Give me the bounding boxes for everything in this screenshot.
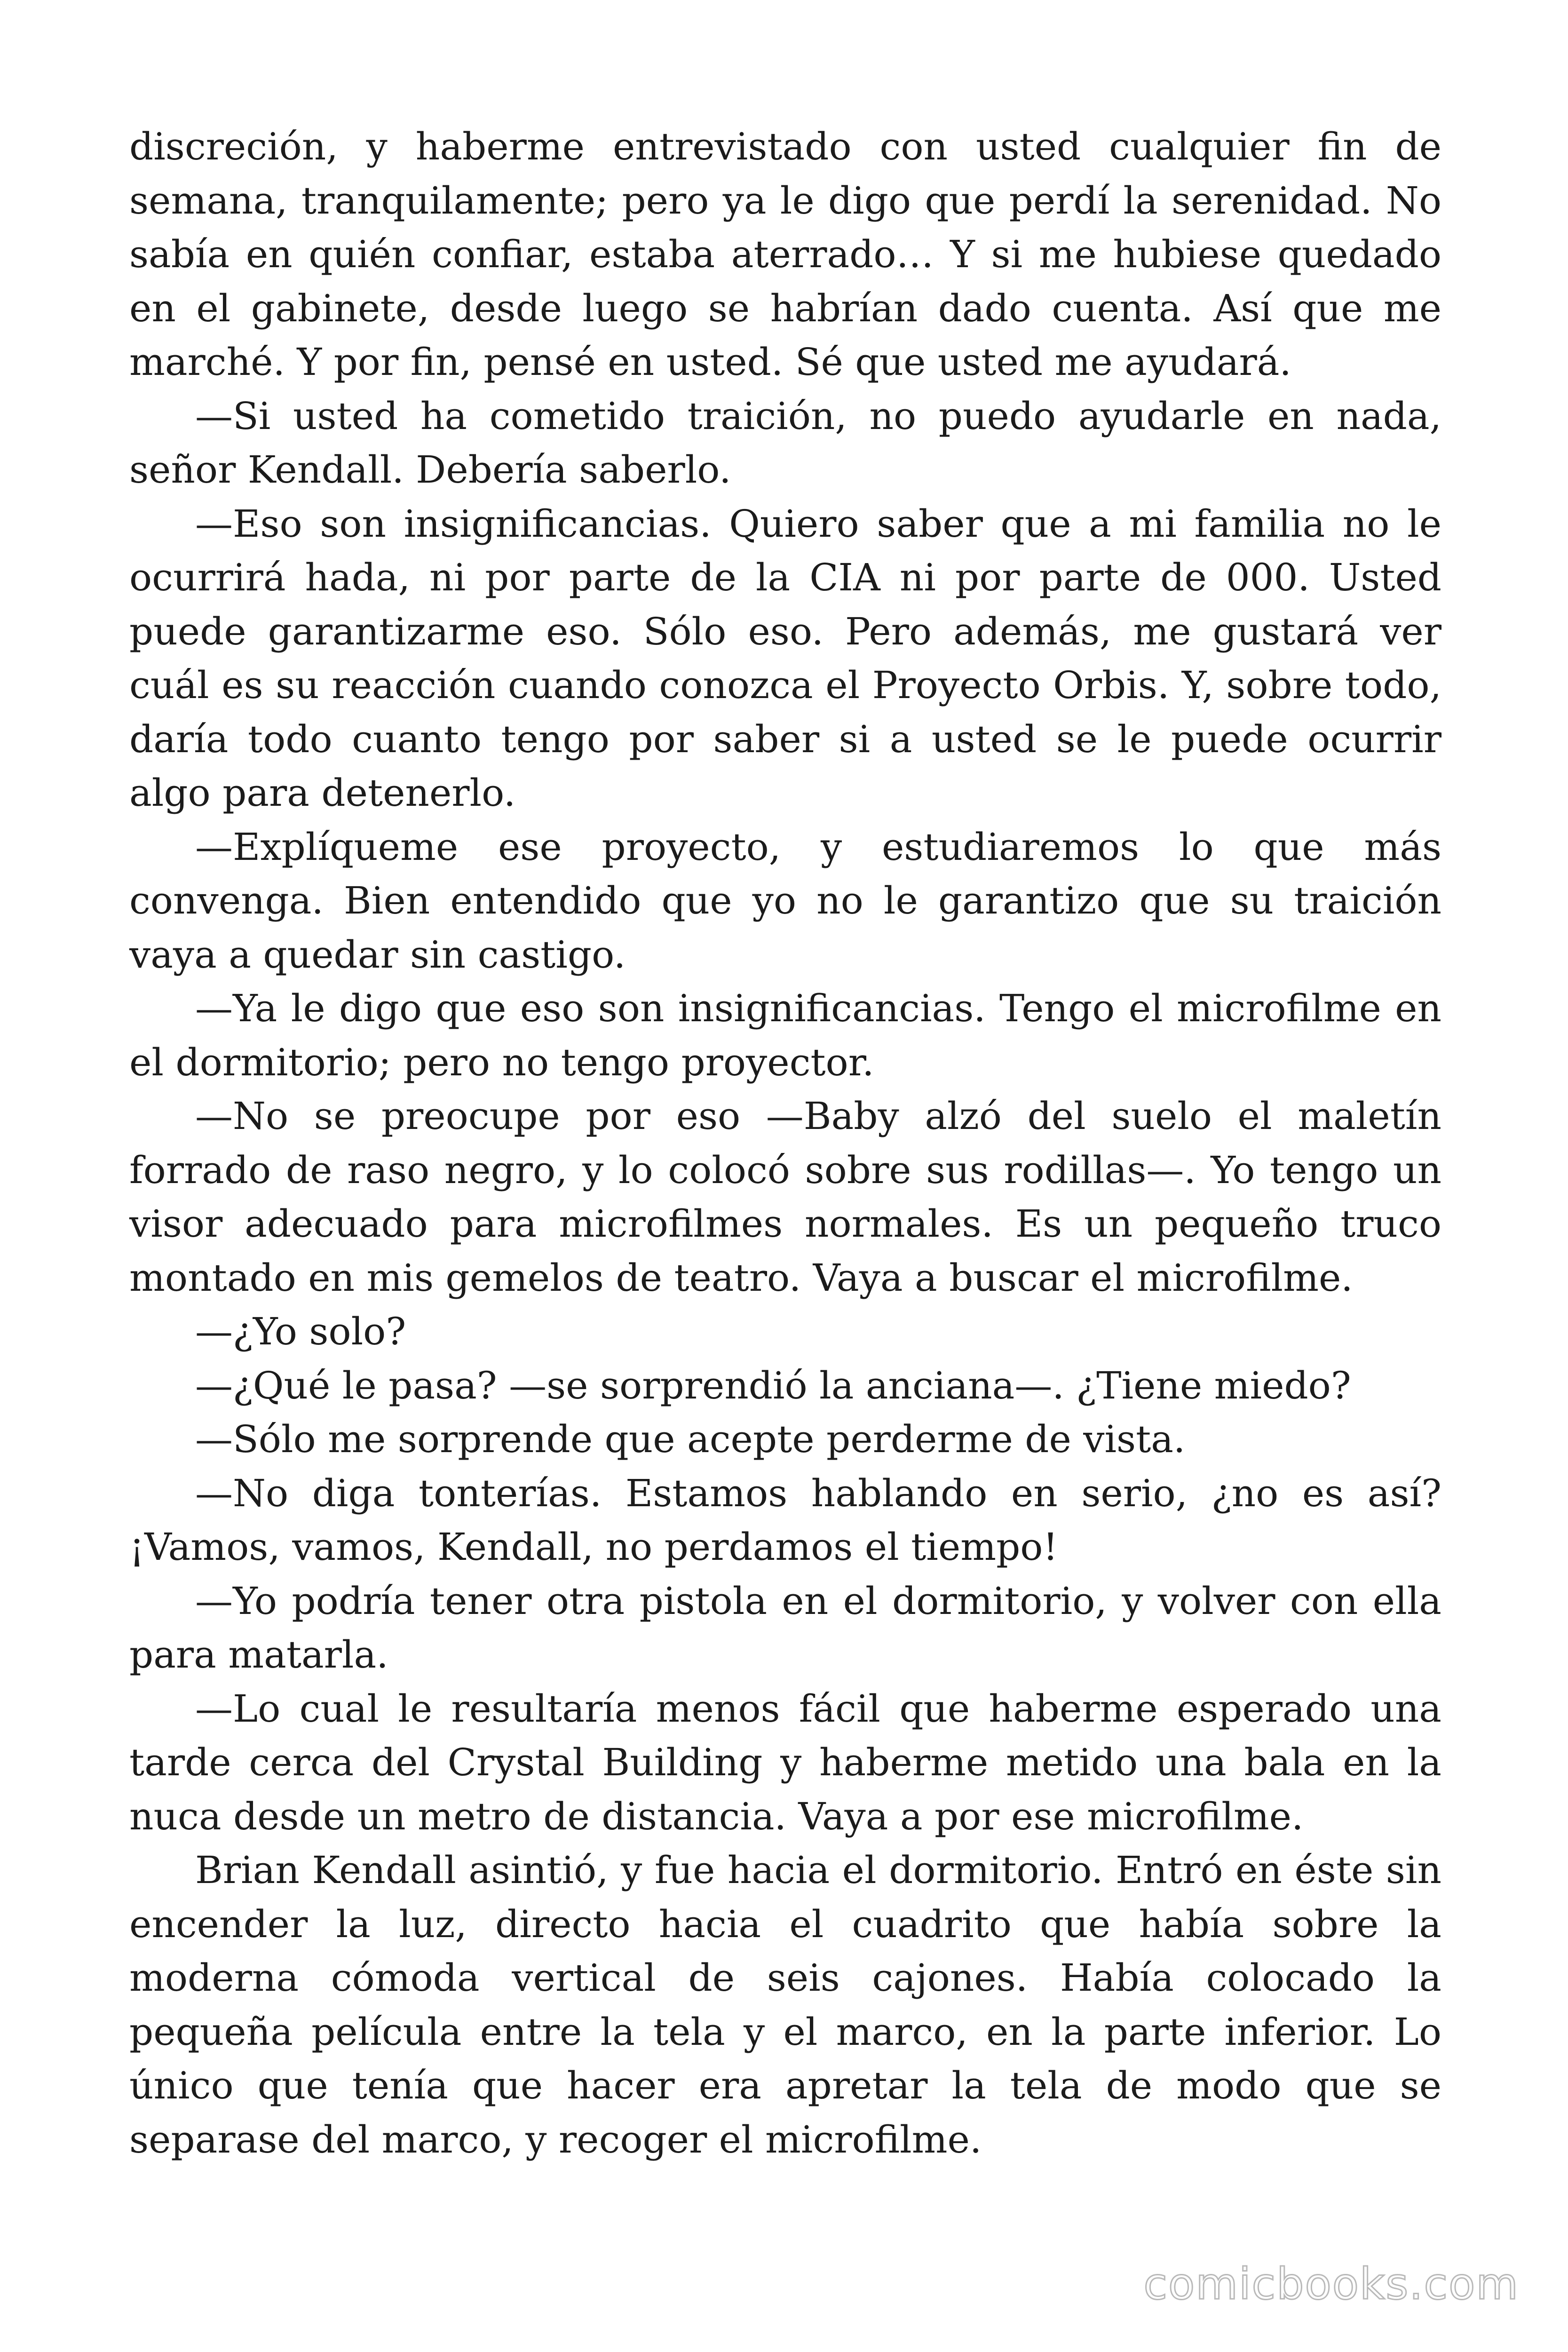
paragraph-3: —Eso son insignificancias. Quiero saber que a mi familia no le ocurrirá hada, ni por parte de la CIA ni por parte de 000. Usted puede garantizarme eso. Sólo eso. Pero además, me gustará ver cuál es su reacción cuando conozca el Proyecto Orbis. Y, sobre todo, daría todo cuanto tengo por saber si a usted se le puede ocurrir algo para detenerlo. — [129, 501, 1441, 815]
book-page-text — [129, 120, 1441, 2167]
paragraph-4: —Explíqueme ese proyecto, y estudiaremos lo que más convenga. Bien entendido que yo no le garantizo que su traición vaya a quedar sin castigo. — [129, 825, 1441, 977]
watermark-text: comicbooks.com — [1143, 2259, 1519, 2309]
paragraph-10: —No diga tonterías. Estamos hablando en serio, ¿no es así? ¡Vamos, vamos, Kendall, no perdamos el tiempo! — [129, 1471, 1441, 1569]
paragraph-7: —¿Yo solo? — [195, 1310, 406, 1353]
paragraph-5: —Ya le digo que eso son insignificancias. Tengo el microfilme en el dormitorio; pero no tengo proyector. — [129, 986, 1441, 1084]
paragraph-13: Brian Kendall asintió, y fue hacia el dormitorio. Entró en éste sin encender la luz, directo hacia el cuadrito que había sobre la moderna cómoda vertical de seis cajones. Había colocado la pequeña película entre la tela y el marco, en la parte inferior. Lo único que tenía que hacer era apretar la tela de modo que se separase del marco, y recoger el microfilme. — [129, 1848, 1441, 2161]
paragraph-1: discreción, y haberme entrevistado con usted cualquier fin de semana, tranquilamente; pero ya le digo que perdí la serenidad. No sabía en quién confiar, estaba aterrado… Y si me hubiese quedado en el gabinete, desde luego se habrían dado cuenta. Así que me marché. Y por fin, pensé en usted. Sé que usted me ayudará. — [129, 125, 1441, 384]
paragraph-8: —¿Qué le pasa? —se sorprendió la anciana—. ¿Tiene miedo? — [195, 1363, 1351, 1407]
paragraph-2: —Si usted ha cometido traición, no puedo ayudarle en nada, señor Kendall. Debería saberlo. — [129, 394, 1441, 492]
paragraph-12: —Lo cual le resultaría menos fácil que haberme esperado una tarde cerca del Crystal Building y haberme metido una bala en la nuca desde un metro de distancia. Vaya a por ese microfilme. — [129, 1686, 1441, 1838]
paragraph-6: —No se preocupe por eso —Baby alzó del suelo el maletín forrado de raso negro, y lo colocó sobre sus rodillas—. Yo tengo un visor adecuado para microfilmes normales. Es un pequeño truco montado en mis gemelos de teatro. Vaya a buscar el microfilme. — [129, 1094, 1441, 1300]
paragraph-9: —Sólo me sorprende que acepte perderme de vista. — [195, 1417, 1186, 1461]
paragraph-11: —Yo podría tener otra pistola en el dormitorio, y volver con ella para matarla. — [129, 1579, 1441, 1677]
